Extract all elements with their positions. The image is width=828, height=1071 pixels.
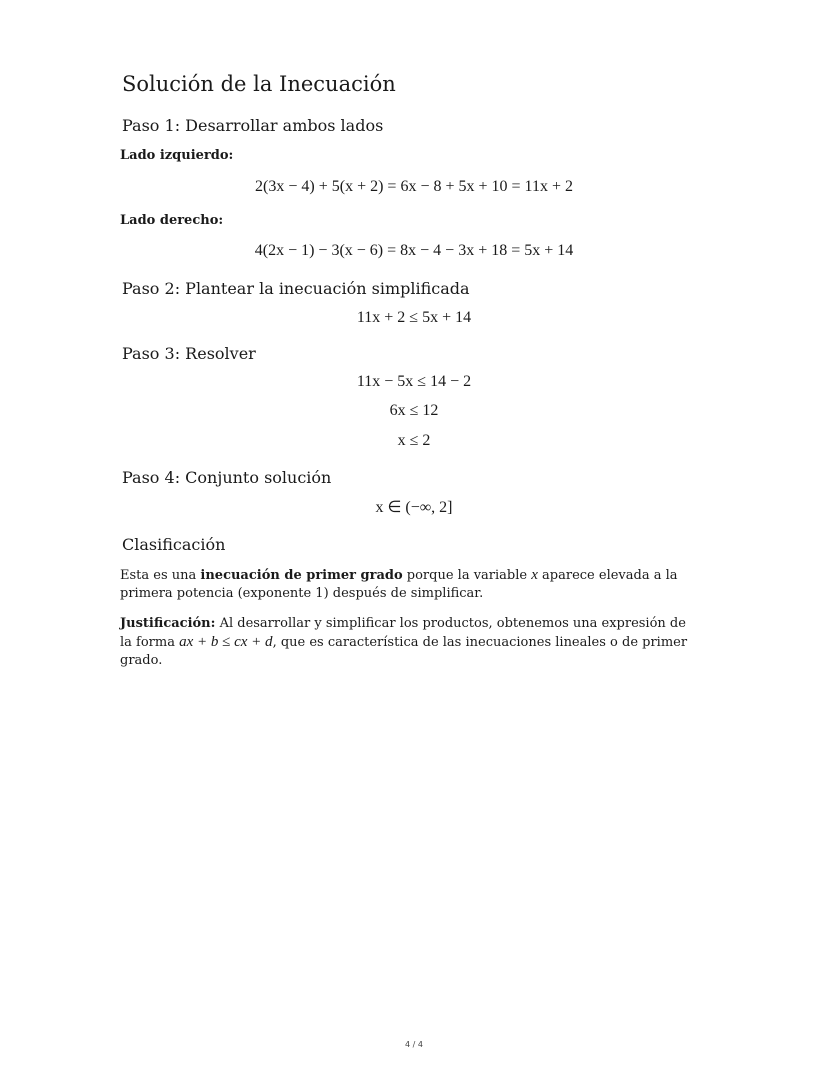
classification-paragraph — [120, 566, 690, 603]
solve-step-3: x ≤ 2 — [397, 432, 431, 449]
para2-expr: ax + b ≤ cx + d — [179, 634, 273, 650]
step3-heading: Paso 3: Resolver — [122, 344, 256, 363]
para1-mid: porque la variable — [402, 568, 532, 583]
simplified-inequality: 11x + 2 ≤ 5x + 14 — [356, 309, 472, 326]
left-side-equation: 2(3x − 4) + 5(x + 2) = 6x − 8 + 5x + 10 = 11x + 2 — [255, 178, 573, 195]
page-number: 4 / 4 — [405, 1040, 423, 1049]
right-side-label: Lado derecho: — [120, 213, 224, 228]
solution-set: x ∈ (−∞, 2] — [375, 499, 453, 516]
para1-var: x — [531, 567, 538, 583]
left-side-label: Lado izquierdo: — [120, 148, 234, 163]
para2-pre: Al desarrollar y simplificar los productos, obtenemos una expresión de la forma — [120, 616, 686, 650]
solve-step-2: 6x ≤ 12 — [389, 402, 439, 419]
step1-heading: Paso 1: Desarrollar ambos lados — [122, 116, 384, 135]
classification-heading: Clasificación — [122, 535, 226, 554]
right-side-equation: 4(2x − 1) − 3(x − 6) = 8x − 4 − 3x + 18 = 5x + 14 — [254, 242, 574, 259]
step4-heading: Paso 4: Conjunto solución — [122, 468, 332, 487]
para2-bold: Justificación: — [120, 616, 216, 631]
justification-paragraph — [120, 615, 690, 670]
solve-step-1: 11x − 5x ≤ 14 − 2 — [356, 373, 472, 390]
page-title: Solución de la Inecuación — [122, 72, 396, 96]
para1-bold: inecuación de primer grado — [200, 568, 403, 583]
para2-post: , que es característica de las inecuaciones lineales o de primer grado. — [120, 635, 688, 668]
para1-post: aparece elevada a la primera potencia (exponente 1) después de simplificar. — [120, 568, 678, 601]
step2-heading: Paso 2: Plantear la inecuación simplificada — [122, 279, 470, 298]
para1-pre: Esta es una — [120, 568, 201, 583]
